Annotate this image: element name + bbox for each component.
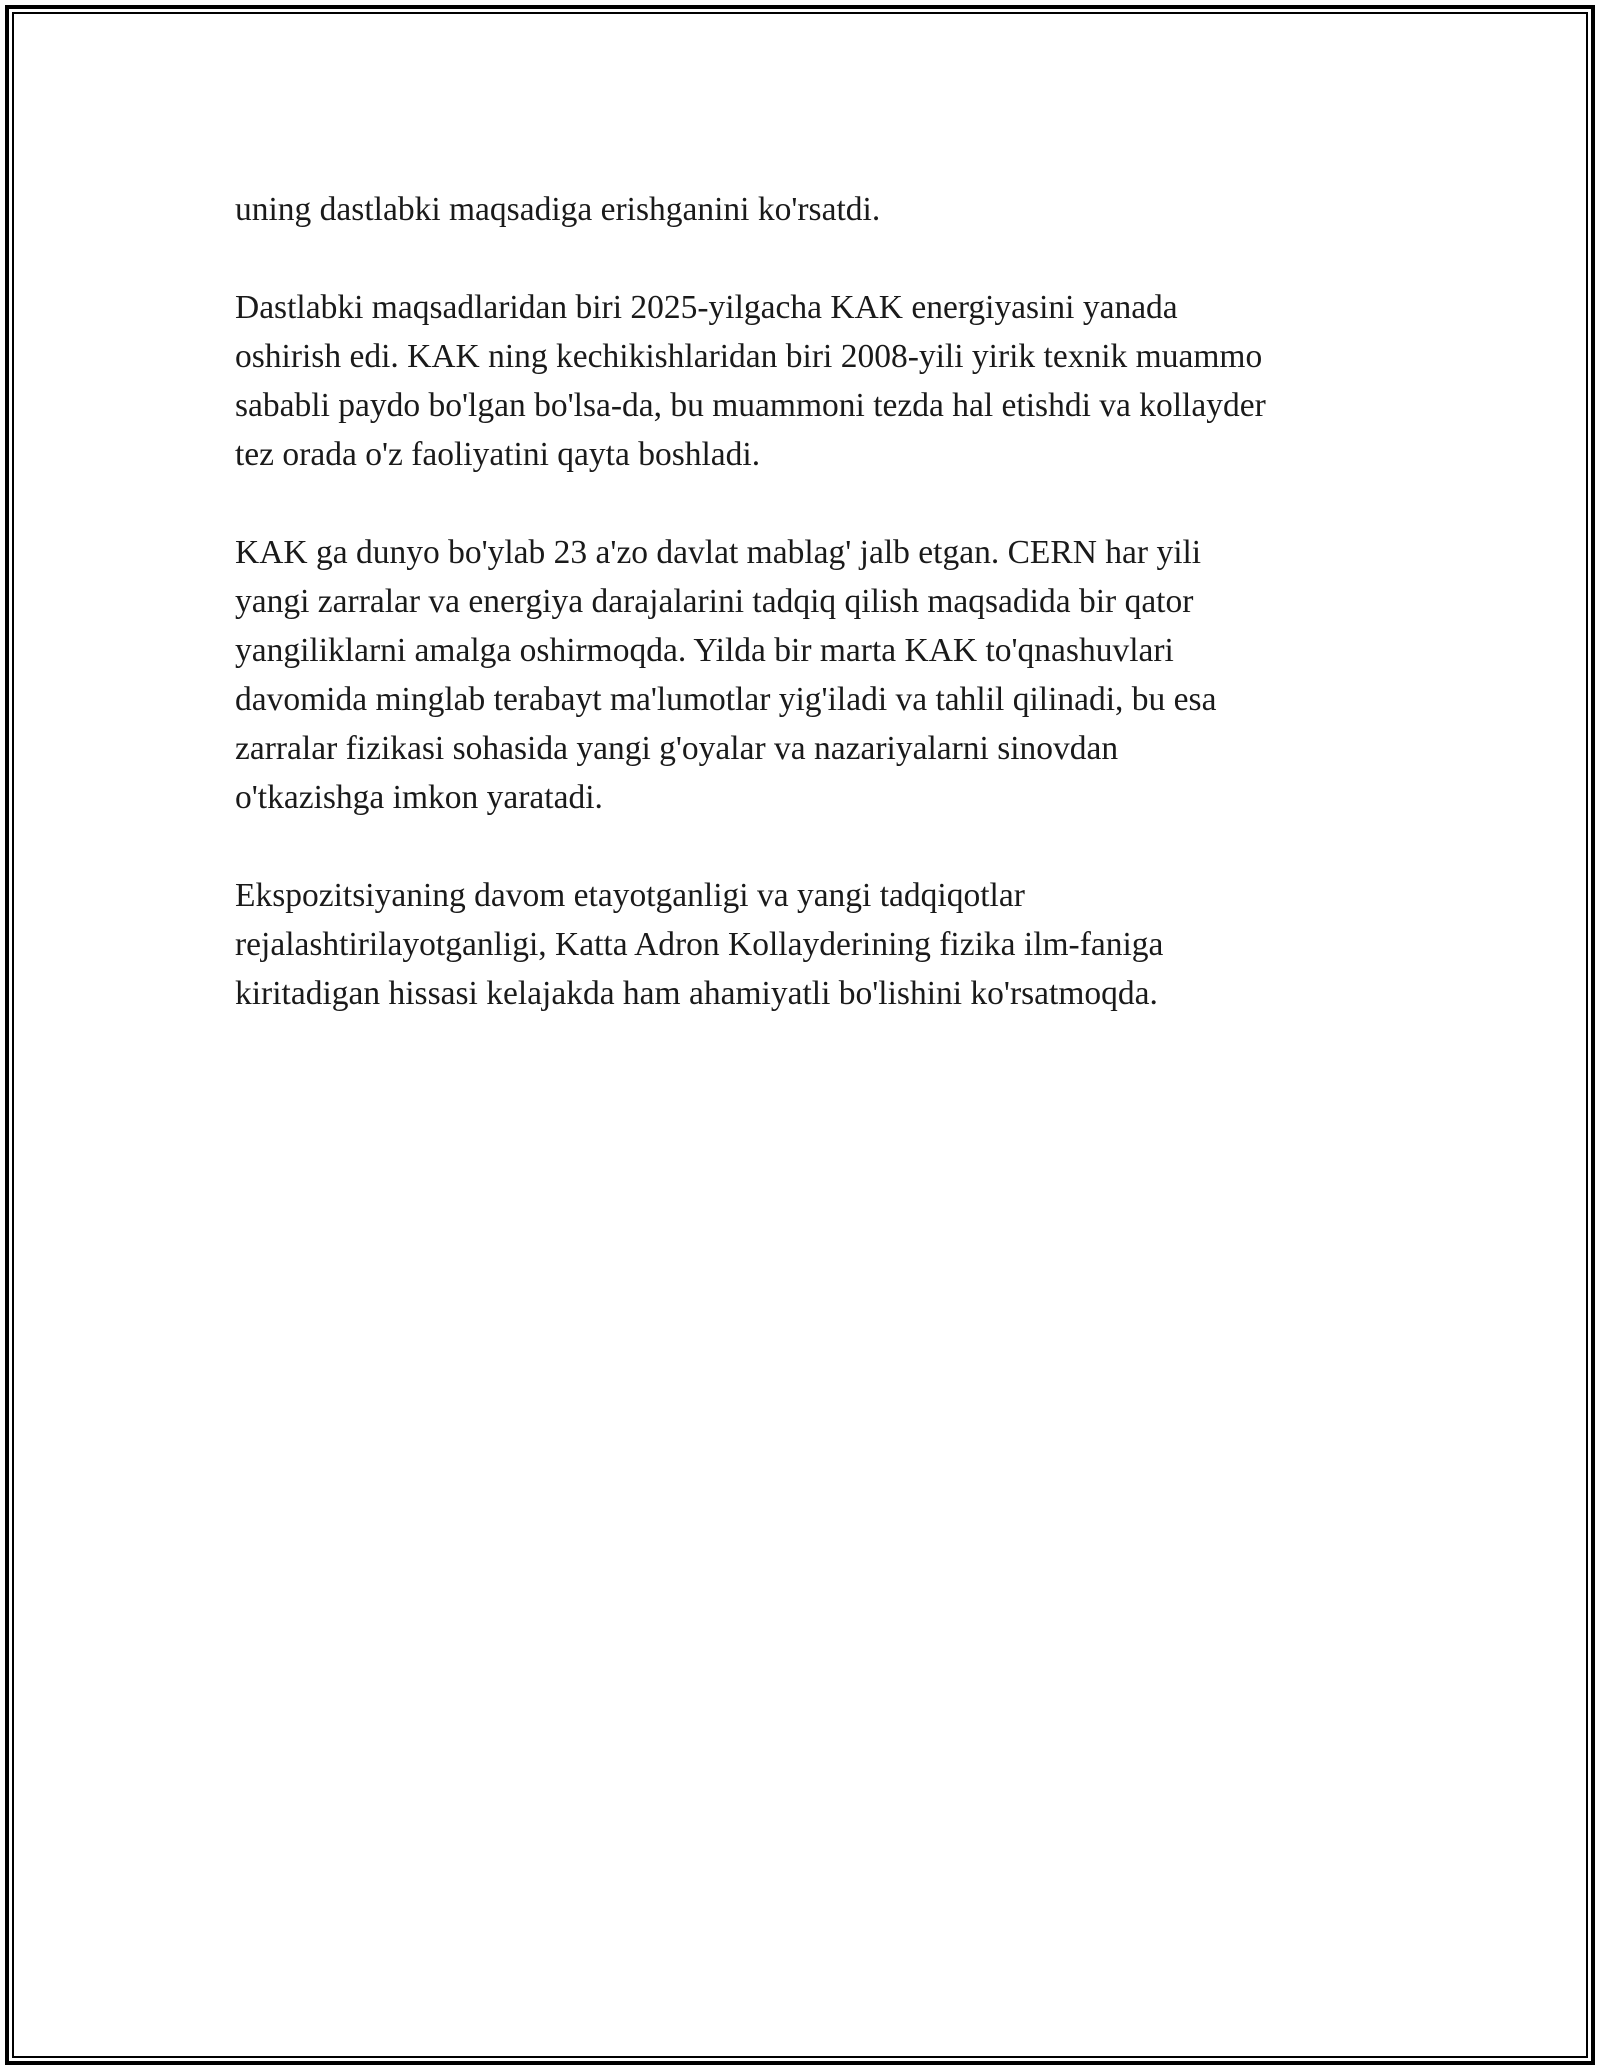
paragraph-3 xyxy=(235,528,1385,822)
text-line: Ekspozitsiyaning davom etayotganligi va yangi tadqiqotlar xyxy=(235,877,1025,914)
text-line: yangiliklarni amalga oshirmoqda. Yilda bir marta KAK to'qnashuvlari xyxy=(235,632,1174,669)
text-line: davomida minglab terabayt ma'lumotlar yig'iladi va tahlil qilinadi, bu esa xyxy=(235,681,1217,718)
text-line: kiritadigan hissasi kelajakda ham ahamiyatli bo'lishini ko'rsatmoqda. xyxy=(235,975,1158,1012)
text-line: rejalashtirilayotganligi, Katta Adron Kollayderining fizika ilm-faniga xyxy=(235,926,1164,963)
paragraph-1 xyxy=(235,185,1385,234)
text-line: sababli paydo bo'lgan bo'lsa-da, bu muammoni tezda hal etishdi va kollayder xyxy=(235,387,1266,424)
text-line: uning dastlabki maqsadiga erishganini ko'rsatdi. xyxy=(235,191,881,228)
text-line: oshirish edi. KAK ning kechikishlaridan biri 2008-yili yirik texnik muammo xyxy=(235,338,1263,375)
text-line: zarralar fizikasi sohasida yangi g'oyalar va nazariyalarni sinovdan xyxy=(235,730,1119,767)
text-line: yangi zarralar va energiya darajalarini tadqiq qilish maqsadida bir qator xyxy=(235,583,1194,620)
text-line: KAK ga dunyo bo'ylab 23 a'zo davlat mablag' jalb etgan. CERN har yili xyxy=(235,534,1202,571)
paragraph-4 xyxy=(235,871,1385,1018)
text-line: tez orada o'z faoliyatini qayta boshladi. xyxy=(235,436,761,473)
document-body xyxy=(235,185,1385,1018)
paragraph-2 xyxy=(235,283,1385,479)
text-line: Dastlabki maqsadlaridan biri 2025-yilgacha KAK energiyasini yanada xyxy=(235,289,1178,326)
text-line: o'tkazishga imkon yaratadi. xyxy=(235,779,603,816)
